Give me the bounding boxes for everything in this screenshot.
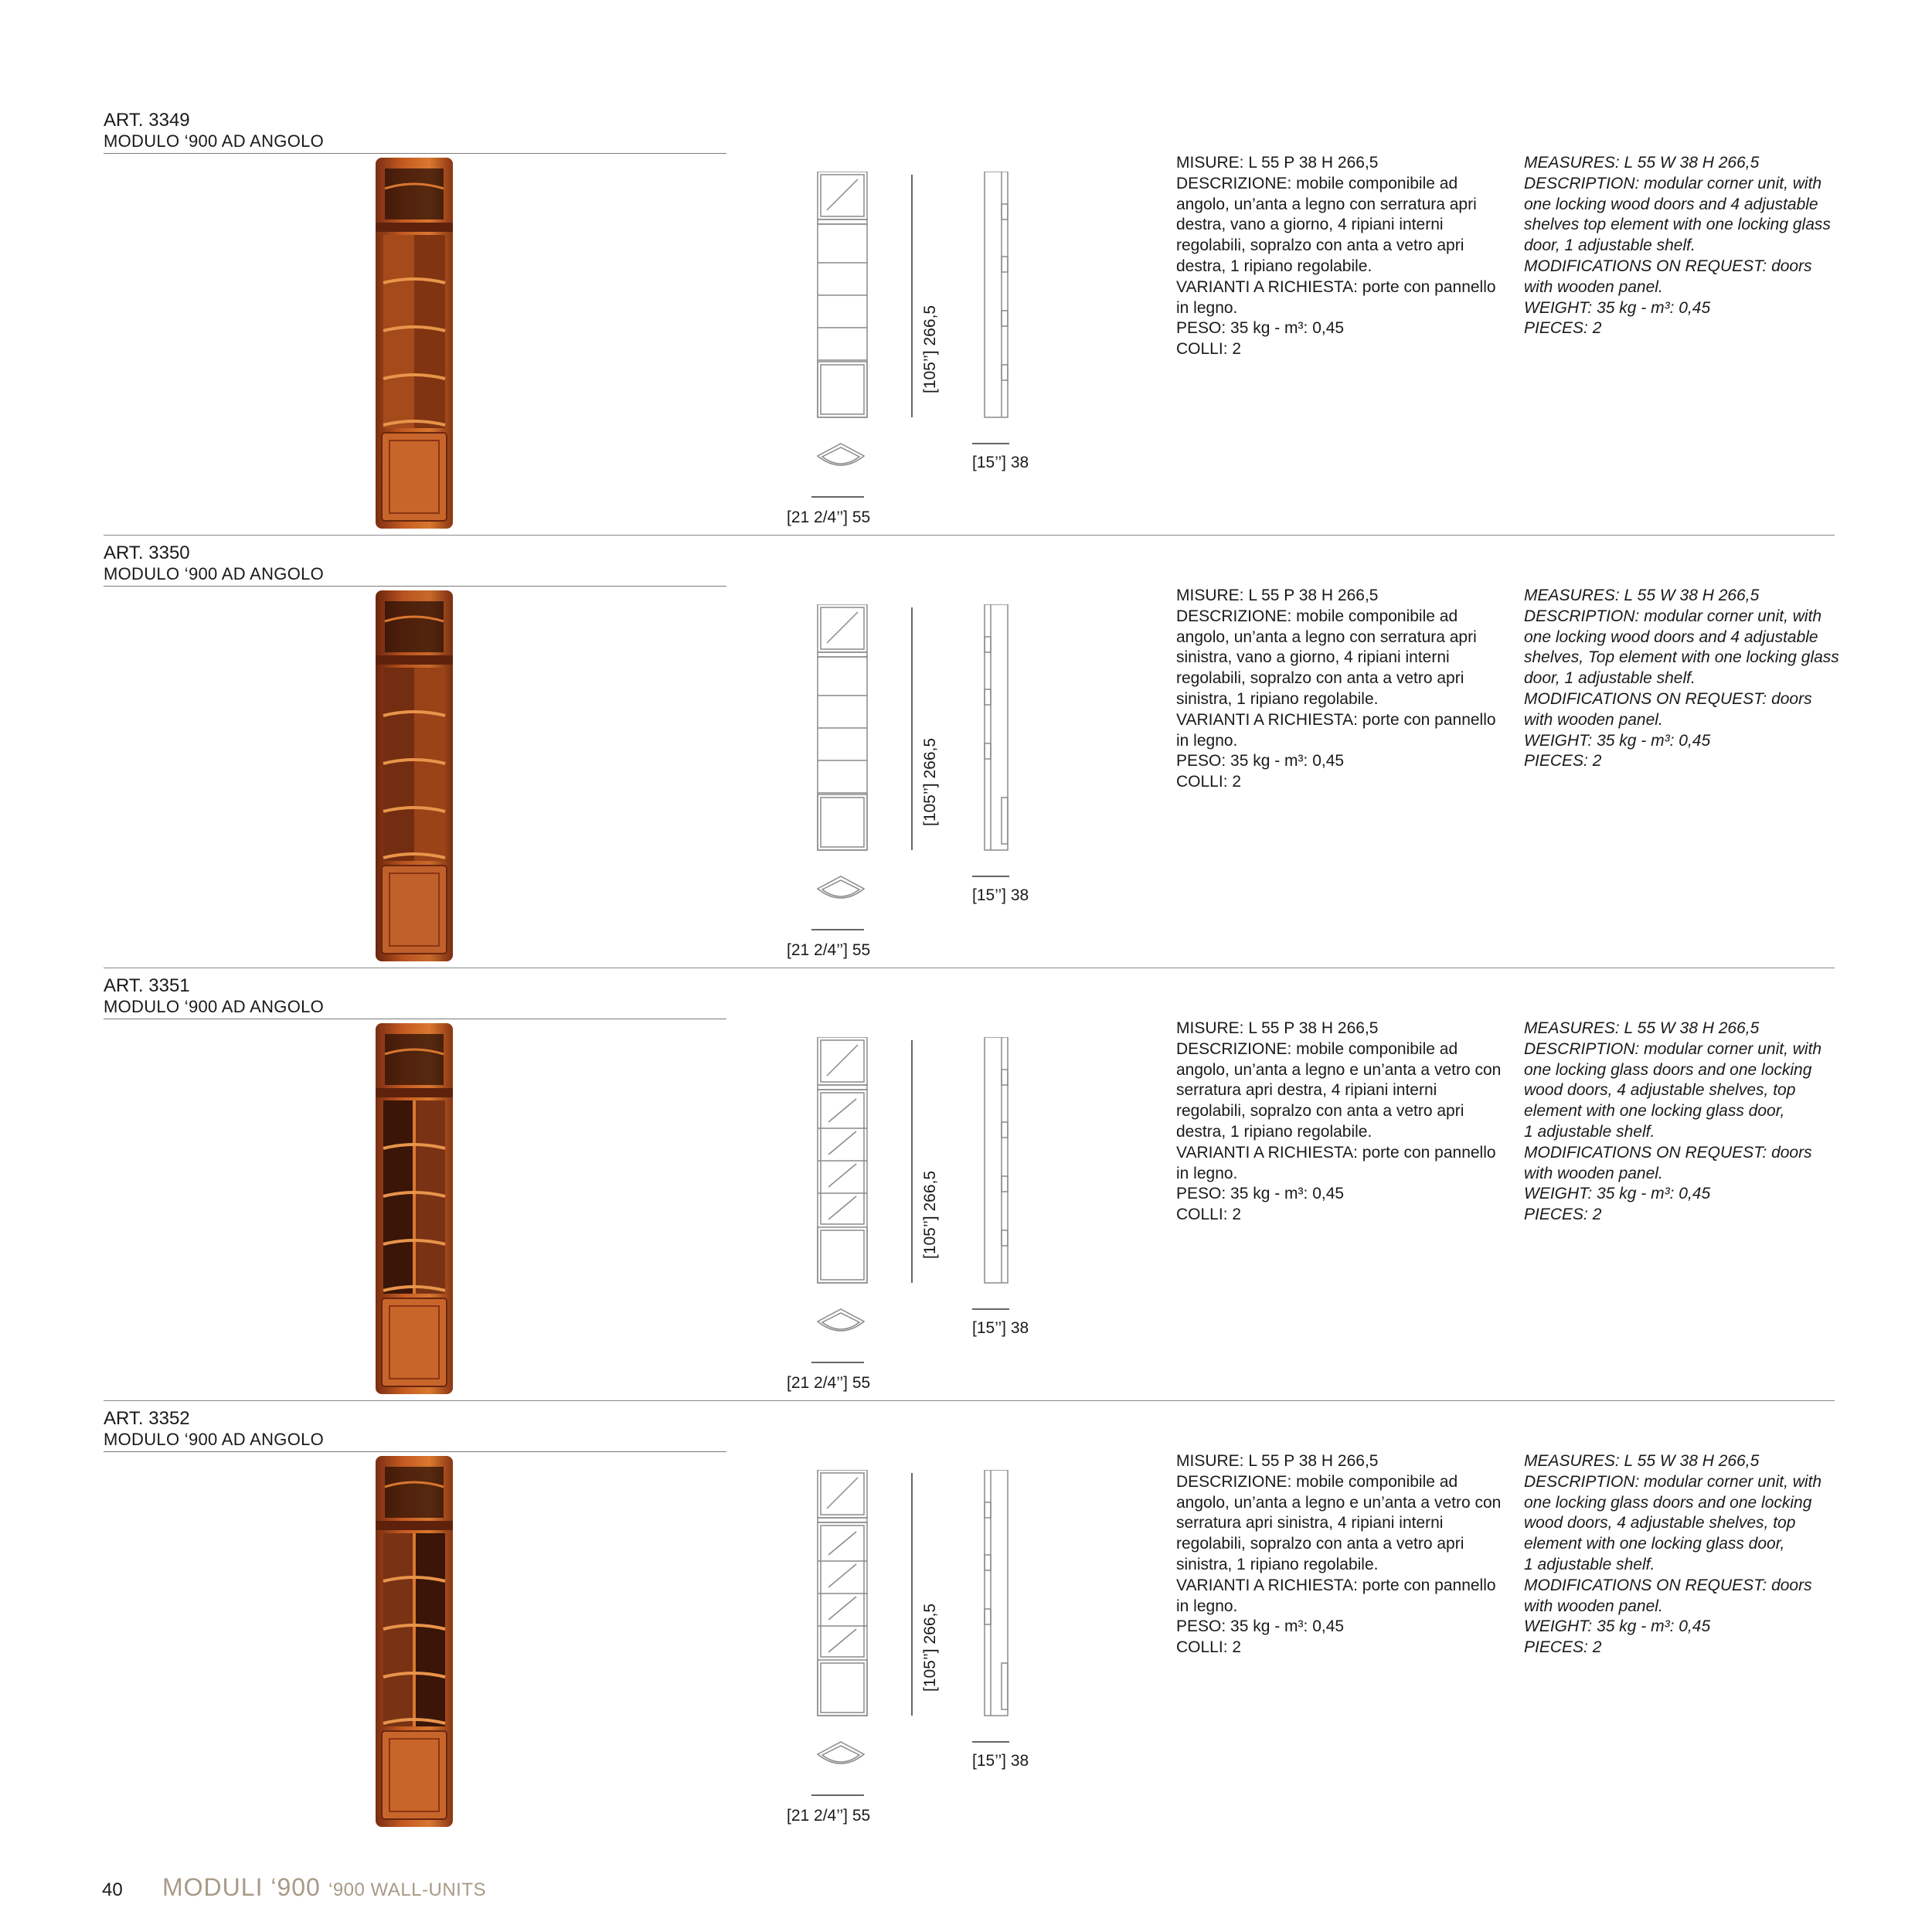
article-number: ART. 3351: [104, 975, 190, 996]
description-italian: MISURE: L 55 P 38 H 266,5 DESCRIZIONE: mobile componibile ad angolo, un’anta a legno con serratura apri destra, vano a giorno, 4 ripiani interni regolabili, sopralzo con anta a vetro apri destra, 1 ripiano regolabile. VARIANTI A RICHIESTA: porte con pannello in legno. PESO: 35 kg - m³: 0,45 COLLI: 2: [1176, 154, 1496, 359]
page-number: 40: [102, 1879, 123, 1900]
article-number: ART. 3349: [104, 110, 190, 131]
section-subtitle: ‘900 WALL-UNITS: [328, 1879, 486, 1900]
model-name: MODULO ‘900 AD ANGOLO: [104, 131, 325, 151]
product-entry-3351: [0, 975, 1932, 1408]
depth-dimension: [15’’] 38: [972, 886, 1029, 904]
description-english: MEASURES: L 55 W 38 H 266,5 DESCRIPTION: modular corner unit, with one locking wood doors and 4 adjustable shelves, Top element with one locking glass door, 1 adjustable shelf. MODIFICATIONS ON REQUEST: doors with wooden panel. WEIGHT: 35 kg - m³: 0,45 PIECES: 2: [1524, 587, 1839, 770]
description-english: MEASURES: L 55 W 38 H 266,5 DESCRIPTION: modular corner unit, with one locking wood doors and 4 adjustable shelves top element with one locking glass door, 1 adjustable shelf. MODIFICATIONS ON REQUEST: doors with wooden panel. WEIGHT: 35 kg - m³: 0,45 PIECES: 2: [1524, 154, 1831, 338]
height-dimension: [105’’] 266,5: [921, 1170, 939, 1260]
title-rule: [104, 153, 726, 154]
article-number: ART. 3352: [104, 1408, 190, 1429]
description-italian: MISURE: L 55 P 38 H 266,5 DESCRIZIONE: mobile componibile ad angolo, un’anta a legno con serratura apri sinistra, vano a giorno, 4 ripiani interni regolabili, sopralzo con anta a vetro apri sinistra, 1 ripiano regolabile. VARIANTI A RICHIESTA: porte con pannello in legno. PESO: 35 kg - m³: 0,45 COLLI: 2: [1176, 587, 1496, 791]
article-number: ART. 3350: [104, 543, 190, 563]
depth-dimension: [15’’] 38: [972, 454, 1029, 471]
model-name: MODULO ‘900 AD ANGOLO: [104, 1430, 325, 1449]
product-entry-3352: [0, 1408, 1932, 1841]
model-name: MODULO ‘900 AD ANGOLO: [104, 564, 325, 583]
title-rule: [104, 1451, 726, 1452]
section-divider: [104, 1400, 1835, 1401]
product-entry-3350: [0, 543, 1932, 975]
product-entry-3349: [0, 110, 1932, 543]
technical-drawing: [773, 1037, 1051, 1400]
width-dimension: [21 2/4’’] 55: [787, 1807, 871, 1825]
width-dimension: [21 2/4’’] 55: [787, 509, 871, 526]
technical-drawing: [773, 604, 1051, 968]
height-dimension: [105’’] 266,5: [921, 737, 939, 827]
section-divider: [104, 535, 1835, 536]
product-photo: [372, 1456, 456, 1827]
title-rule: [104, 586, 726, 587]
description-english: MEASURES: L 55 W 38 H 266,5 DESCRIPTION: modular corner unit, with one locking glass doors and one locking wood doors, 4 adjustable shelves, top element with one locking glass door, 1 adjustable shelf. MODIFICATIONS ON REQUEST: doors with wooden panel. WEIGHT: 35 kg - m³: 0,45 PIECES: 2: [1524, 1452, 1822, 1657]
description-english: MEASURES: L 55 W 38 H 266,5 DESCRIPTION: modular corner unit, with one locking glass doors and one locking wood doors, 4 adjustable shelves, top element with one locking glass door, 1 adjustable shelf. MODIFICATIONS ON REQUEST: doors with wooden panel. WEIGHT: 35 kg - m³: 0,45 PIECES: 2: [1524, 1019, 1822, 1224]
height-dimension: [105’’] 266,5: [921, 304, 939, 394]
description-italian: MISURE: L 55 P 38 H 266,5 DESCRIZIONE: mobile componibile ad angolo, un’anta a legno e un’anta a vetro con serratura apri sinistra, 4 ripiani interni regolabili, sopralzo con anta a vetro apri sinistra, 1 ripiano regolabile. VARIANTI A RICHIESTA: porte con pannello in legno. PESO: 35 kg - m³: 0,45 COLLI: 2: [1176, 1452, 1502, 1657]
model-name: MODULO ‘900 AD ANGOLO: [104, 997, 325, 1016]
technical-drawing: [773, 1470, 1051, 1833]
height-dimension: [105’’] 266,5: [921, 1603, 939, 1692]
product-photo: [372, 1023, 456, 1394]
product-photo: [372, 158, 456, 529]
technical-drawing: [773, 172, 1051, 535]
product-photo: [372, 590, 456, 961]
depth-dimension: [15’’] 38: [972, 1752, 1029, 1770]
width-dimension: [21 2/4’’] 55: [787, 941, 871, 959]
description-italian: MISURE: L 55 P 38 H 266,5 DESCRIZIONE: mobile componibile ad angolo, un’anta a legno e un’anta a vetro con serratura apri destra, 4 ripiani interni regolabili, sopralzo con anta a vetro apri destra, 1 ripiano regolabile. VARIANTI A RICHIESTA: porte con pannello in legno. PESO: 35 kg - m³: 0,45 COLLI: 2: [1176, 1019, 1502, 1224]
width-dimension: [21 2/4’’] 55: [787, 1374, 871, 1392]
section-title: MODULI ‘900: [162, 1873, 321, 1901]
depth-dimension: [15’’] 38: [972, 1319, 1029, 1337]
